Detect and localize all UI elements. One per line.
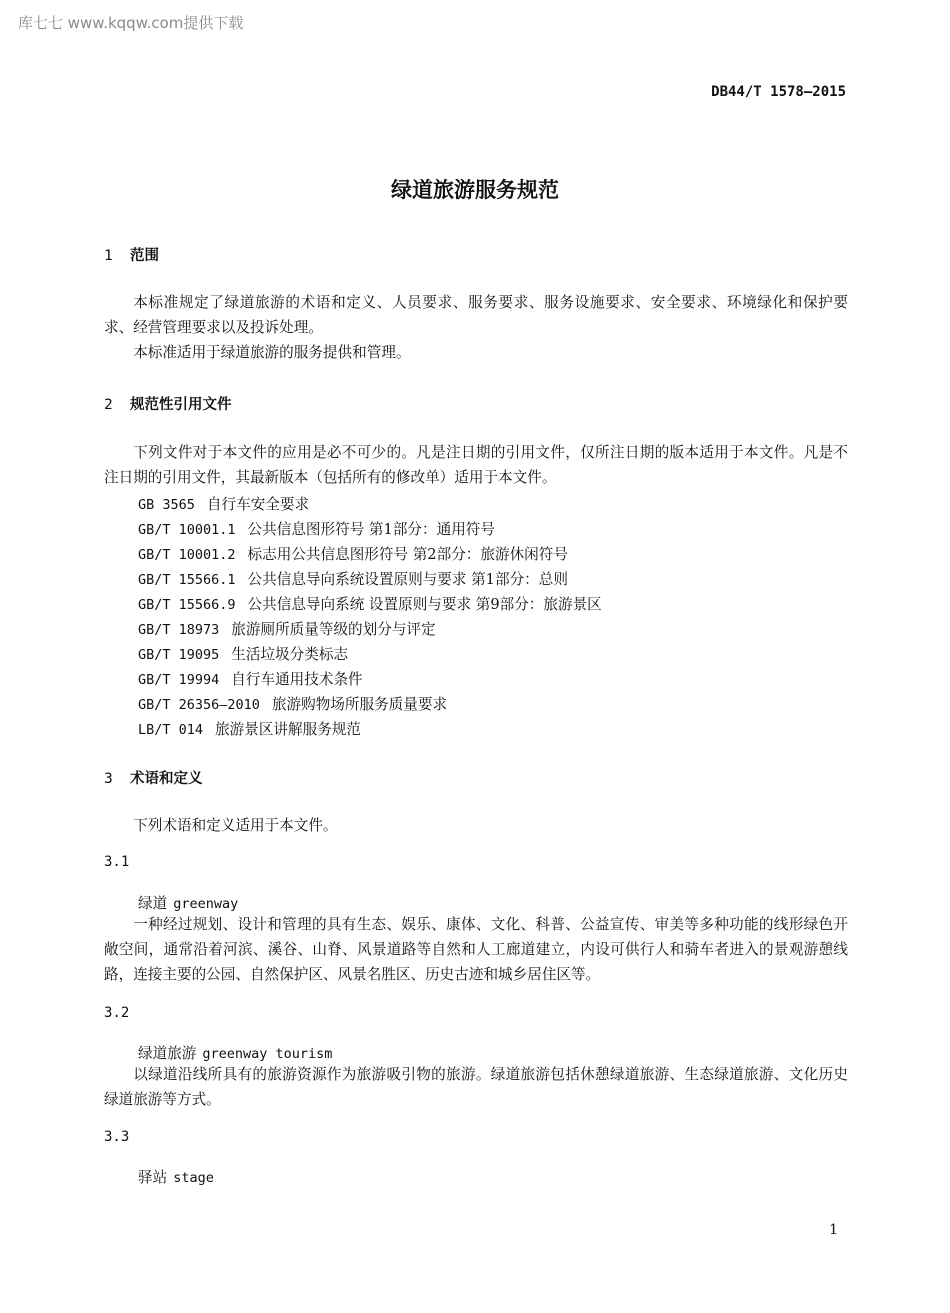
term-entry [138, 1042, 332, 1063]
reference-title: 旅游厕所质量等级的划分与评定 [231, 621, 436, 638]
section-number: 3 [104, 771, 113, 787]
reference-title: 自行车安全要求 [206, 496, 310, 513]
reference-code: GB/T 19095 [138, 647, 220, 663]
reference-item [138, 493, 309, 514]
reference-code: GB/T 19994 [138, 672, 220, 688]
term-definition: 一种经过规划、设计和管理的具有生态、娱乐、康体、文化、科普、公益宣传、审美等多种功能的线形绿色开敞空间，通常沿着河滨、溪谷、山脊、风景道路等自然和人工廊道建立，内设可供行人和骑车者进入的景观游憩线路，连接主要的公园、自然保护区、风景名胜区、历史古迹和城乡居住区等。 [104, 916, 848, 983]
term-entry [138, 1166, 214, 1187]
reference-title: 公共信息导向系统 设置原则与要求 第9部分：旅游景区 [247, 596, 602, 613]
document-number: DB44/T 1578—2015 [711, 84, 846, 100]
page-title: 绿道旅游服务规范 [391, 178, 559, 202]
reference-code: GB 3565 [138, 497, 195, 513]
reference-item [138, 693, 447, 714]
scope-paragraph-2: 本标准适用于绿道旅游的服务提供和管理。 [133, 344, 411, 361]
term-english: greenway tourism [202, 1046, 333, 1062]
reference-code: GB/T 15566.1 [138, 572, 236, 588]
reference-item [138, 618, 436, 639]
reference-title: 自行车通用技术条件 [231, 671, 363, 688]
reference-item [138, 543, 568, 564]
reference-code: GB/T 10001.2 [138, 547, 236, 563]
scope-paragraph-1: 本标准规定了绿道旅游的术语和定义、人员要求、服务要求、服务设施要求、安全要求、环境绿化和保护要求、经营管理要求以及投诉处理。 [104, 294, 848, 336]
term-chinese: 绿道旅游 [138, 1045, 197, 1062]
reference-code: GB/T 10001.1 [138, 522, 236, 538]
term-entry [138, 892, 238, 913]
section-title: 规范性引用文件 [130, 397, 232, 413]
section-heading-2 [104, 393, 232, 414]
section-number: 2 [104, 397, 113, 413]
term-number: 3.1 [104, 854, 130, 870]
section-title: 术语和定义 [130, 771, 203, 787]
reference-item [138, 718, 361, 739]
term-english: greenway [173, 896, 239, 912]
reference-item [138, 668, 363, 689]
reference-title: 公共信息导向系统设置原则与要求 第1部分：总则 [247, 571, 568, 588]
reference-title: 旅游景区讲解服务规范 [215, 721, 361, 738]
section-heading-3 [104, 767, 203, 788]
reference-item [138, 643, 348, 664]
terms-intro: 下列术语和定义适用于本文件。 [133, 817, 338, 834]
term-chinese: 绿道 [138, 895, 168, 912]
term-chinese: 驿站 [138, 1169, 168, 1186]
reference-code: GB/T 26356—2010 [138, 697, 260, 713]
section-number: 1 [104, 248, 113, 264]
reference-title: 生活垃圾分类标志 [231, 646, 349, 663]
references-intro: 下列文件对于本文件的应用是必不可少的。凡是注日期的引用文件，仅所注日期的版本适用于本文件。凡是不注日期的引用文件，其最新版本（包括所有的修改单）适用于本文件。 [104, 444, 848, 486]
section-title: 范围 [130, 248, 159, 264]
term-number: 3.2 [104, 1005, 130, 1021]
reference-code: GB/T 18973 [138, 622, 220, 638]
reference-item [138, 568, 568, 589]
watermark: 库七七 www.kqqw.com提供下载 [18, 14, 244, 32]
reference-item [138, 593, 602, 614]
term-definition: 以绿道沿线所具有的旅游资源作为旅游吸引物的旅游。绿道旅游包括休憩绿道旅游、生态绿道旅游、文化历史绿道旅游等方式。 [104, 1066, 848, 1108]
reference-code: GB/T 15566.9 [138, 597, 236, 613]
page-number: 1 [829, 1222, 838, 1238]
reference-title: 标志用公共信息图形符号 第2部分：旅游休闲符号 [247, 546, 568, 563]
term-number: 3.3 [104, 1129, 130, 1145]
reference-title: 旅游购物场所服务质量要求 [271, 696, 448, 713]
term-english: stage [173, 1170, 214, 1186]
reference-title: 公共信息图形符号 第1部分：通用符号 [247, 521, 495, 538]
reference-item [138, 518, 495, 539]
section-heading-1 [104, 244, 159, 265]
reference-code: LB/T 014 [138, 722, 204, 738]
